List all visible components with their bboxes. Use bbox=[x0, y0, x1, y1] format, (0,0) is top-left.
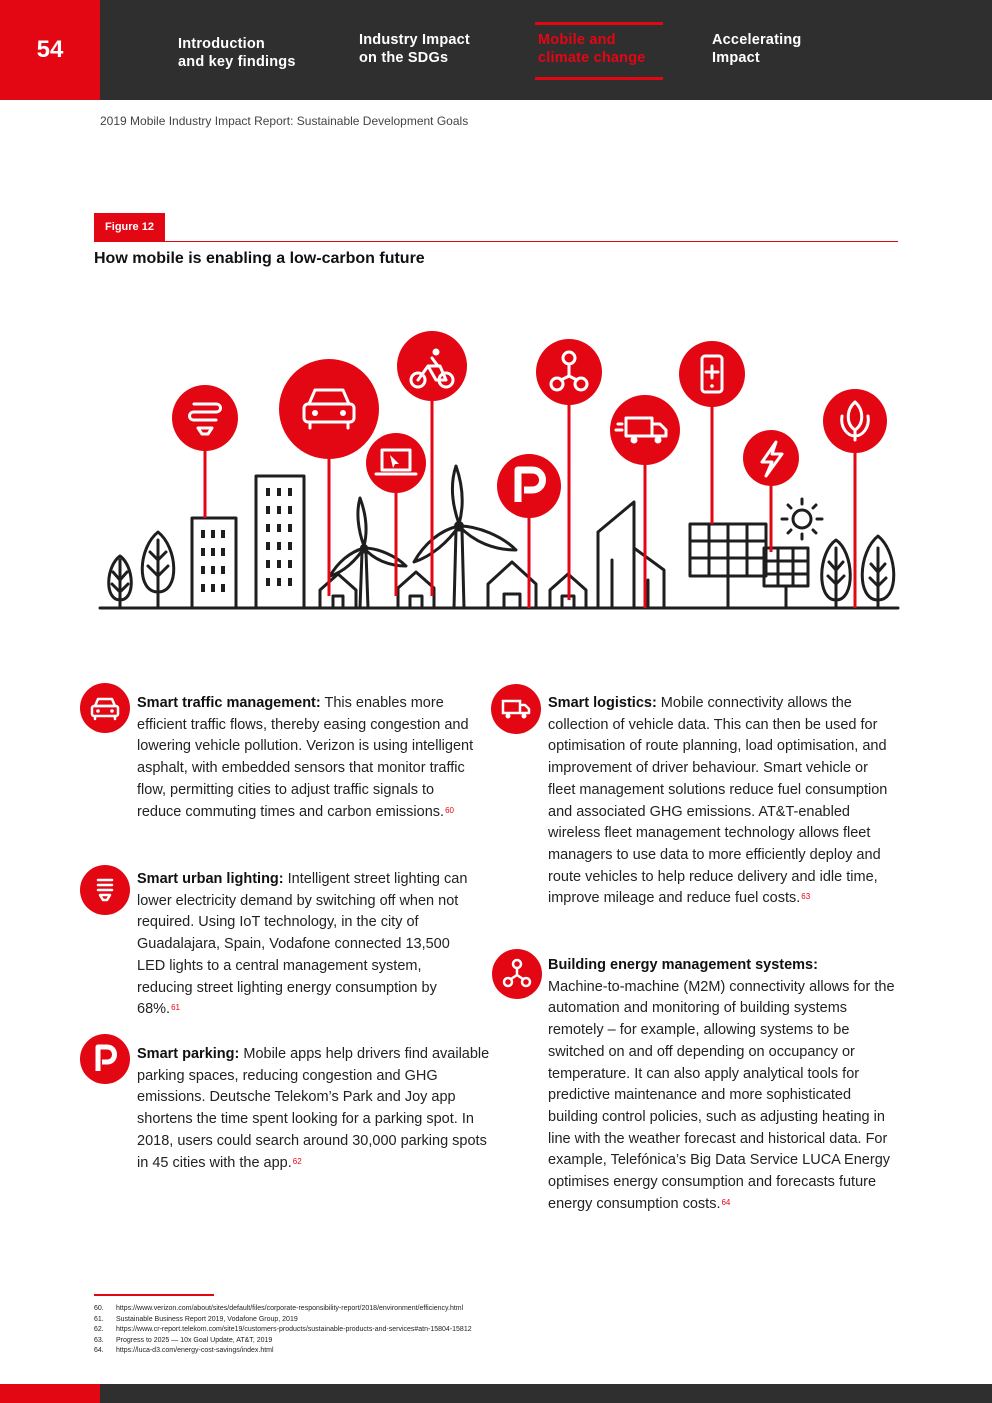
nav-label-line2: and key findings bbox=[178, 54, 296, 70]
footnote-number: 63. bbox=[94, 1336, 104, 1344]
section-heading: Smart traffic management: bbox=[137, 695, 321, 711]
bottom-bar bbox=[0, 1384, 992, 1403]
bottom-bar-accent bbox=[0, 1384, 100, 1403]
footnote-text: Progress to 2025 — 10x Goal Update, AT&T, 2019 bbox=[116, 1336, 273, 1344]
car-icon bbox=[279, 359, 379, 459]
section-body: Intelligent street lighting can lower electricity demand by switching off when not required. Using IoT technology, in the city of Guadalajara, Spain, Vodafone connected 13,500 LED lights to a central management system, reducing street lighting energy consumption by 68%. bbox=[137, 871, 468, 1018]
footnote-item bbox=[94, 1325, 472, 1336]
smart-traffic-section bbox=[137, 693, 477, 823]
active-nav-bottom-line bbox=[535, 77, 663, 80]
nav-accelerating-impact[interactable] bbox=[712, 31, 801, 67]
footnote-item bbox=[94, 1336, 472, 1347]
truck-icon bbox=[491, 684, 541, 734]
figure-tag: Figure 12 bbox=[94, 213, 165, 242]
section-heading: Smart parking: bbox=[137, 1046, 240, 1062]
truck-icon bbox=[610, 395, 680, 465]
solar-panel-icon bbox=[690, 524, 766, 608]
footnote-number: 62. bbox=[94, 1326, 104, 1333]
active-nav-top-line bbox=[535, 22, 663, 25]
light-bulb-icon bbox=[80, 865, 130, 915]
nav-label-line1: Mobile and bbox=[538, 32, 616, 48]
footnote-number: 60. bbox=[94, 1305, 104, 1312]
section-heading: Building energy management systems: bbox=[548, 957, 818, 973]
section-heading: Smart logistics: bbox=[548, 695, 657, 711]
house-icon bbox=[320, 574, 356, 608]
nav-label-line1: Industry Impact bbox=[359, 32, 470, 48]
section-body: Machine-to-machine (M2M) connectivity allows for the automation and monitoring of building systems remotely – for example, allowing systems to be switched on and off depending on occupancy or temperature. It can also apply analytical tools for predictive maintenance and more sophisticated building control policies, such as adjusting heating in line with the weather forecast and historical data. For example, Telefónica’s Big Data Service LUCA Energy optimises energy consumption and forecasts future energy consumption costs. bbox=[548, 978, 895, 1212]
section-heading: Smart urban lighting: bbox=[137, 871, 284, 887]
bicycle-icon bbox=[397, 331, 467, 401]
building-icon bbox=[256, 476, 304, 608]
nav-label-line1: Introduction bbox=[178, 36, 265, 52]
figure-title: How mobile is enabling a low-carbon future bbox=[94, 250, 425, 267]
network-icon bbox=[536, 339, 602, 405]
footnote-ref[interactable]: 63 bbox=[801, 892, 811, 902]
footnote-link[interactable]: https://www.cr-report.telekom.com/site19/customers-products/sustainable-products-and-services#atn-15804-15812 bbox=[116, 1326, 472, 1333]
lightning-icon bbox=[743, 430, 799, 486]
smart-logistics-section bbox=[548, 693, 898, 910]
nav-label-line1: Accelerating bbox=[712, 32, 802, 48]
light-bulb-icon bbox=[172, 385, 238, 451]
report-subtitle: 2019 Mobile Industry Impact Report: Sustainable Development Goals bbox=[100, 114, 469, 128]
footnote-link[interactable]: https://luca-d3.com/energy-cost-savings/index.html bbox=[116, 1347, 274, 1354]
tree-icon bbox=[109, 556, 132, 608]
house-icon bbox=[398, 572, 434, 608]
tree-icon bbox=[862, 536, 894, 608]
parking-icon bbox=[80, 1034, 130, 1084]
nav-label-line2: climate change bbox=[538, 50, 646, 66]
footnote-ref[interactable]: 64 bbox=[721, 1197, 731, 1207]
section-body: Mobile apps help drivers find available parking spaces, reducing congestion and GHG emissions. Deutsche Telekom’s Park and Joy app shortens the time spent looking for a parking spot. In 2018, users could search around 30,000 parking spots in 45 cities with the app. bbox=[137, 1046, 490, 1171]
footnote-link[interactable]: https://www.verizon.com/about/sites/default/files/corporate-responsibility-report/2018/environment/efficiency.html bbox=[116, 1305, 464, 1312]
nav-mobile-climate[interactable] bbox=[538, 31, 646, 67]
solar-panel-icon bbox=[764, 548, 808, 608]
parking-icon bbox=[497, 454, 561, 518]
section-body: This enables more efficient traffic flows, thereby easing congestion and lowering vehicle pollution. Verizon is using intelligent asphalt, with embedded sensors that monitor traffic flow, permitting cities to adjust traffic signals to reduce commuting times and carbon emissions. bbox=[137, 695, 474, 820]
footnote-text: Sustainable Business Report 2019, Vodafone Group, 2019 bbox=[116, 1315, 298, 1323]
top-navigation-bar bbox=[0, 0, 992, 100]
footnote-ref[interactable]: 61 bbox=[171, 1003, 180, 1013]
footnote-ref[interactable]: 60 bbox=[445, 805, 454, 815]
smart-lighting-section bbox=[137, 869, 477, 1021]
footnote-number: 61. bbox=[94, 1315, 104, 1323]
figure-rule bbox=[94, 241, 898, 242]
footnote-number: 64. bbox=[94, 1347, 104, 1354]
building-energy-section bbox=[548, 955, 900, 1215]
footnote-item bbox=[94, 1346, 472, 1357]
tree-icon bbox=[822, 540, 851, 608]
plant-icon bbox=[823, 389, 887, 453]
sun-icon bbox=[782, 499, 822, 539]
footnotes bbox=[94, 1304, 472, 1357]
footnote-rule bbox=[94, 1294, 214, 1296]
footnote-ref[interactable]: 62 bbox=[292, 1156, 302, 1166]
nav-label-line2: Impact bbox=[712, 50, 760, 66]
smart-parking-section bbox=[137, 1044, 492, 1174]
building-icon bbox=[598, 502, 664, 608]
section-body: Mobile connectivity allows the collection of vehicle data. This can then be used for optimisation of route planning, load optimisation, and improvement of driver behaviour. Smart vehicle or fleet management solutions reduce fuel consumption and associated GHG emissions. AT&T-enabled wireless fleet management technology allows fleet managers to use data to more efficiently deploy and route vehicles to help reduce delivery and idle time, improve mileage and reduce fuel costs. bbox=[548, 695, 888, 907]
footnote-item bbox=[94, 1304, 472, 1315]
footnote-item bbox=[94, 1315, 472, 1326]
car-icon bbox=[80, 683, 130, 733]
tree-icon bbox=[142, 532, 174, 608]
low-carbon-city-illustration bbox=[0, 300, 992, 620]
page-number: 54 bbox=[0, 0, 100, 100]
nav-label-line2: on the SDGs bbox=[359, 50, 449, 66]
phone-icon bbox=[679, 341, 745, 407]
nav-introduction[interactable] bbox=[178, 35, 296, 71]
network-icon bbox=[492, 949, 542, 999]
nav-industry-impact[interactable] bbox=[359, 31, 470, 67]
building-icon bbox=[192, 518, 236, 608]
laptop-icon bbox=[366, 433, 426, 493]
